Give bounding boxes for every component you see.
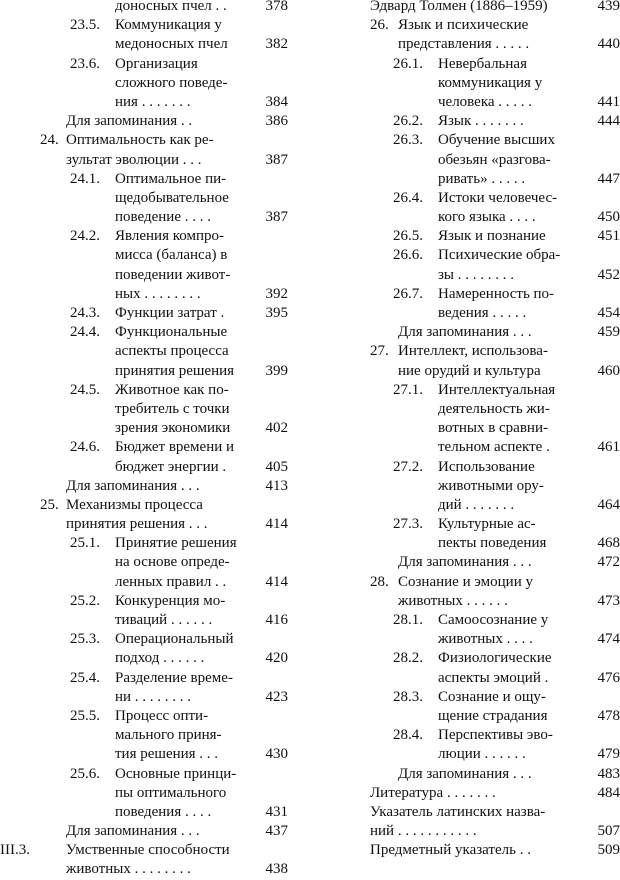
toc-entry [318,323,620,342]
toc-entry-title: Невербальная [438,55,527,74]
toc-entry [318,112,620,131]
toc-entry-number: 25.5. [70,707,100,726]
toc-entry-page-number: 382 [266,35,289,54]
toc-entry [0,765,300,784]
toc-entry-title: Указатель латинских назва- [370,803,545,822]
toc-entry [318,16,620,35]
toc-entry-title: ни . . . . . . . . [115,688,191,707]
toc-entry-page-number: 413 [266,477,289,496]
toc-entry-title: Сознание и эмоции у [398,573,533,592]
toc-entry-title: Организация [115,55,198,74]
toc-entry [318,611,620,630]
toc-entry-page-number: 441 [598,93,620,112]
toc-entry [318,649,620,668]
toc-entry [0,35,300,54]
toc-entry-title: сложного поведе- [115,74,227,93]
toc-entry [0,458,300,477]
toc-entry [318,438,620,457]
toc-entry-title: бюджет энергии . [115,458,226,477]
toc-entry-number: 24.3. [70,304,100,323]
toc-entry-page-number: 378 [266,0,289,16]
toc-entry [318,55,620,74]
toc-entry [318,765,620,784]
toc-entry-title: Функциональные [115,323,227,342]
toc-entry-title: щение страдания [438,707,547,726]
toc-entry-page-number: 416 [266,611,289,630]
toc-entry [0,669,300,688]
toc-entry-page-number: 507 [598,822,620,841]
toc-entry [0,16,300,35]
toc-entry [318,669,620,688]
toc-entry-number: 24.1. [70,170,100,189]
toc-entry-title: зультат эволюции . . . [66,151,202,170]
toc-entry [0,93,300,112]
toc-entry-number: 25.1. [70,534,100,553]
toc-entry-title: дий . . . . . . . [438,496,514,515]
toc-entry-title: ленных правил . . [115,573,226,592]
toc-entry [0,304,300,323]
toc-entry [0,534,300,553]
toc-entry-number: 23.5. [70,16,100,35]
toc-entry-page-number: 386 [266,112,289,131]
toc-entry-number: 23.6. [70,55,100,74]
toc-entry [318,822,620,841]
toc-entry-title: человека . . . . . [438,93,532,112]
toc-entry [0,400,300,419]
toc-entry-title: тельном аспекте . [438,438,550,457]
toc-entry [318,74,620,93]
toc-entry-title: Литература . . . . . . . [370,784,496,803]
toc-entry [0,745,300,764]
toc-entry-number: 26.6. [393,246,423,265]
toc-entry-page-number: 399 [266,362,289,381]
toc-entry-title: поведении живот- [115,266,230,285]
toc-entry [0,860,300,879]
toc-entry [0,362,300,381]
toc-entry-number: 24.2. [70,227,100,246]
toc-entry-number: 26.1. [393,55,423,74]
toc-entry-title: деятельность жи- [438,400,550,419]
toc-entry [318,170,620,189]
toc-entry-title: коммуникация у [438,74,542,93]
toc-entry-page-number: 405 [266,458,289,477]
toc-entry-title: Язык и психические [398,16,528,35]
toc-entry [0,381,300,400]
toc-entry-title: Коммуникация у [115,16,222,35]
toc-entry [318,227,620,246]
toc-entry-page-number: 439 [598,0,620,16]
toc-entry-title: Эдвард Толмен (1886–1959) [370,0,548,16]
toc-entry-title: Для запоминания . . . [66,822,200,841]
toc-entry-title: Перспективы эво- [438,726,553,745]
toc-entry-number: 24.5. [70,381,100,400]
toc-entry-page-number: 414 [266,573,289,592]
toc-entry-title: ных . . . . . . . . [115,285,201,304]
toc-entry-title: Язык . . . . . . . [438,112,524,131]
toc-entry-title: животных . . . . . . [398,592,508,611]
toc-entry [318,630,620,649]
toc-entry [318,285,620,304]
toc-entry-title: обезьян «разгова- [438,151,551,170]
toc-entry [318,573,620,592]
toc-entry [318,515,620,534]
toc-entry [0,285,300,304]
toc-entry-title: тиваций . . . . . . [115,611,212,630]
toc-entry-number: 26.2. [393,112,423,131]
toc-entry [318,0,620,16]
toc-entry-title: Бюджет времени и [115,438,234,457]
toc-entry-title: зы . . . . . . . . [438,266,514,285]
toc-entry-page-number: 431 [266,803,289,822]
toc-entry-page-number: 509 [598,841,620,860]
toc-entry [0,74,300,93]
toc-entry-title: Основные принци- [115,765,236,784]
toc-entry-number: 28.3. [393,688,423,707]
toc-entry-title: ние орудий и культура [398,362,541,381]
toc-entry [0,227,300,246]
toc-entry [0,151,300,170]
toc-entry-page-number: 451 [598,227,620,246]
toc-entry [318,745,620,764]
toc-entry [0,515,300,534]
toc-entry-title: Интеллектуальная [438,381,555,400]
toc-entry-page-number: 464 [598,496,620,515]
toc-entry [0,573,300,592]
toc-entry-title: доносных пчел . . [115,0,227,16]
toc-entry-page-number: 479 [598,745,620,764]
toc-entry-page-number: 460 [598,362,620,381]
toc-entry [0,342,300,361]
toc-entry [0,630,300,649]
toc-entry-number: 27.2. [393,458,423,477]
toc-entry-title: Самоосознание у [438,611,548,630]
toc-entry-title: Функции затрат . [115,304,224,323]
toc-entry-title: ривать» . . . . . [438,170,525,189]
toc-entry-title: Культурные ас- [438,515,536,534]
toc-entry [318,726,620,745]
toc-entry-number: 24.4. [70,323,100,342]
toc-entry [0,246,300,265]
toc-entry [318,304,620,323]
toc-entry-page-number: 472 [598,553,620,572]
toc-entry-page-number: 402 [266,419,289,438]
toc-entry-page-number: 384 [266,93,289,112]
toc-entry [318,381,620,400]
toc-entry [318,592,620,611]
toc-entry-page-number: 483 [598,765,620,784]
toc-entry [0,323,300,342]
toc-entry-title: кого языка . . . . [438,208,536,227]
toc-entry-title: Истоки человечес- [438,189,557,208]
toc-entry-page-number: 414 [266,515,289,534]
toc-entry-page-number: 478 [598,707,620,726]
toc-right-column [318,0,620,860]
toc-entry-title: подход . . . . . . [115,649,204,668]
toc-entry-title: представления . . . . . [398,35,529,54]
toc-entry [318,400,620,419]
toc-entry-title: на основе опреде- [115,553,230,572]
toc-entry [318,342,620,361]
toc-entry-page-number: 452 [598,266,620,285]
toc-entry-title: принятия решения . . . [66,515,208,534]
toc-entry-title: Сознание и ощу- [438,688,546,707]
toc-entry [318,477,620,496]
toc-entry-number: III.3. [0,841,30,860]
toc-entry-page-number: 437 [266,822,289,841]
toc-entry-title: люции . . . . . . [438,745,526,764]
toc-entry [318,362,620,381]
toc-entry-title: Предметный указатель . . [370,841,531,860]
toc-entry-page-number: 447 [598,170,620,189]
toc-entry-title: животными ору- [438,477,544,496]
toc-entry-number: 28.4. [393,726,423,745]
toc-entry-page-number: 423 [266,688,289,707]
toc-entry-title: Для запоминания . . . [398,553,532,572]
toc-entry-page-number: 444 [598,112,620,131]
toc-entry [318,688,620,707]
toc-entry [0,803,300,822]
toc-entry-title: Намеренность по- [438,285,554,304]
toc-entry [318,458,620,477]
toc-entry-title: принятия решения [115,362,234,381]
toc-entry [0,0,300,16]
toc-entry-title: поведения . . . . [115,803,211,822]
toc-entry [0,553,300,572]
toc-left-column [0,0,300,880]
toc-entry-page-number: 474 [598,630,620,649]
toc-entry-number: 24. [40,131,59,150]
toc-entry-page-number: 420 [266,649,289,668]
toc-entry-number: 26. [370,16,389,35]
toc-entry-title: вотных в сравни- [438,419,548,438]
toc-entry [318,246,620,265]
toc-entry [318,189,620,208]
toc-entry-number: 28. [370,573,389,592]
toc-entry-title: Операциональный [115,630,234,649]
toc-entry [318,496,620,515]
toc-entry [318,35,620,54]
toc-entry-title: Животное как по- [115,381,229,400]
toc-entry-number: 26.5. [393,227,423,246]
toc-entry-number: 25. [40,496,59,515]
toc-entry-title: Язык и познание [438,227,546,246]
toc-entry-page-number: 387 [266,208,289,227]
toc-entry-number: 28.1. [393,611,423,630]
toc-entry-number: 25.6. [70,765,100,784]
toc-entry-page-number: 484 [598,784,620,803]
toc-entry-number: 26.7. [393,285,423,304]
toc-entry-title: Оптимальность как ре- [66,131,214,150]
toc-entry-title: Физиологические [438,649,552,668]
toc-entry [0,822,300,841]
toc-entry-title: Процесс опти- [115,707,208,726]
toc-entry-title: животных . . . . [438,630,533,649]
toc-entry-title: аспекты эмоций . [438,669,548,688]
toc-entry-title: Обучение высших [438,131,555,150]
toc-entry-title: ведения . . . . . [438,304,526,323]
toc-entry-title: Оптимальное пи- [115,170,226,189]
toc-entry [0,438,300,457]
toc-entry-page-number: 395 [266,304,289,323]
toc-entry-title: мального приня- [115,726,222,745]
toc-entry-title: Интеллект, использова- [398,342,548,361]
toc-entry [0,784,300,803]
toc-entry-number: 26.3. [393,131,423,150]
toc-entry [0,189,300,208]
toc-entry [0,649,300,668]
toc-entry-title: Принятие решения [115,534,237,553]
toc-entry-number: 24.6. [70,438,100,457]
toc-entry-page-number: 459 [598,323,620,342]
toc-entry [0,419,300,438]
toc-entry [318,803,620,822]
toc-entry-title: ния . . . . . . . [115,93,190,112]
toc-entry-page-number: 387 [266,151,289,170]
toc-entry-title: Умственные способности [66,841,230,860]
toc-entry-title: поведение . . . . [115,208,211,227]
toc-entry-page-number: 450 [598,208,620,227]
toc-entry-number: 27. [370,342,389,361]
toc-entry [0,841,300,860]
toc-entry-page-number: 438 [266,860,289,879]
toc-entry [0,688,300,707]
toc-entry [0,112,300,131]
toc-entry-title: мисса (баланса) в [115,246,227,265]
toc-entry [318,553,620,572]
toc-entry [0,55,300,74]
toc-entry-page-number: 461 [598,438,620,457]
toc-entry-title: медоносных пчел [115,35,228,54]
toc-entry [318,131,620,150]
toc-entry-title: Использование [438,458,535,477]
toc-entry-number: 25.4. [70,669,100,688]
toc-entry-title: Разделение време- [115,669,233,688]
toc-entry-title: ний . . . . . . . . . . . [370,822,477,841]
toc-entry [0,208,300,227]
toc-entry-page-number: 468 [598,534,620,553]
toc-entry-title: Механизмы процесса [66,496,203,515]
toc-entry-number: 27.1. [393,381,423,400]
toc-entry-page-number: 473 [598,592,620,611]
toc-entry [318,841,620,860]
toc-entry [0,707,300,726]
toc-entry [0,477,300,496]
toc-entry [318,707,620,726]
toc-entry [0,611,300,630]
toc-entry-title: Явления компро- [115,227,224,246]
toc-entry-page-number: 476 [598,669,620,688]
toc-entry [318,266,620,285]
toc-entry-page-number: 392 [266,285,289,304]
toc-entry [318,93,620,112]
toc-entry-title: животных . . . . . . . . [66,860,191,879]
toc-entry [318,208,620,227]
toc-entry-number: 27.3. [393,515,423,534]
toc-entry-title: Конкуренция мо- [115,592,225,611]
toc-entry-title: тия решения . . . [115,745,218,764]
toc-entry [318,419,620,438]
toc-entry-page-number: 454 [598,304,620,323]
toc-entry-page-number: 430 [266,745,289,764]
toc-entry [0,170,300,189]
toc-entry-title: пекты поведения [438,534,546,553]
toc-entry [0,592,300,611]
toc-entry-title: Для запоминания . . [66,112,192,131]
toc-entry-page-number: 440 [598,35,620,54]
toc-entry [0,131,300,150]
toc-entry-title: щедобывательное [115,189,229,208]
toc-entry-number: 28.2. [393,649,423,668]
toc-entry-number: 25.3. [70,630,100,649]
toc-entry-title: зрения экономики [115,419,230,438]
toc-entry [0,496,300,515]
toc-entry-title: аспекты процесса [115,342,229,361]
toc-entry [318,534,620,553]
toc-entry-title: Для запоминания . . . [398,765,532,784]
toc-entry [318,151,620,170]
toc-entry [318,784,620,803]
toc-entry-title: требитель с точки [115,400,230,419]
toc-entry-title: Психические обра- [438,246,560,265]
toc-entry-number: 25.2. [70,592,100,611]
toc-entry-title: Для запоминания . . . [398,323,532,342]
toc-entry-title: Для запоминания . . . [66,477,200,496]
toc-entry [0,266,300,285]
toc-entry-title: пы оптимального [115,784,226,803]
toc-entry [0,726,300,745]
toc-entry-number: 26.4. [393,189,423,208]
